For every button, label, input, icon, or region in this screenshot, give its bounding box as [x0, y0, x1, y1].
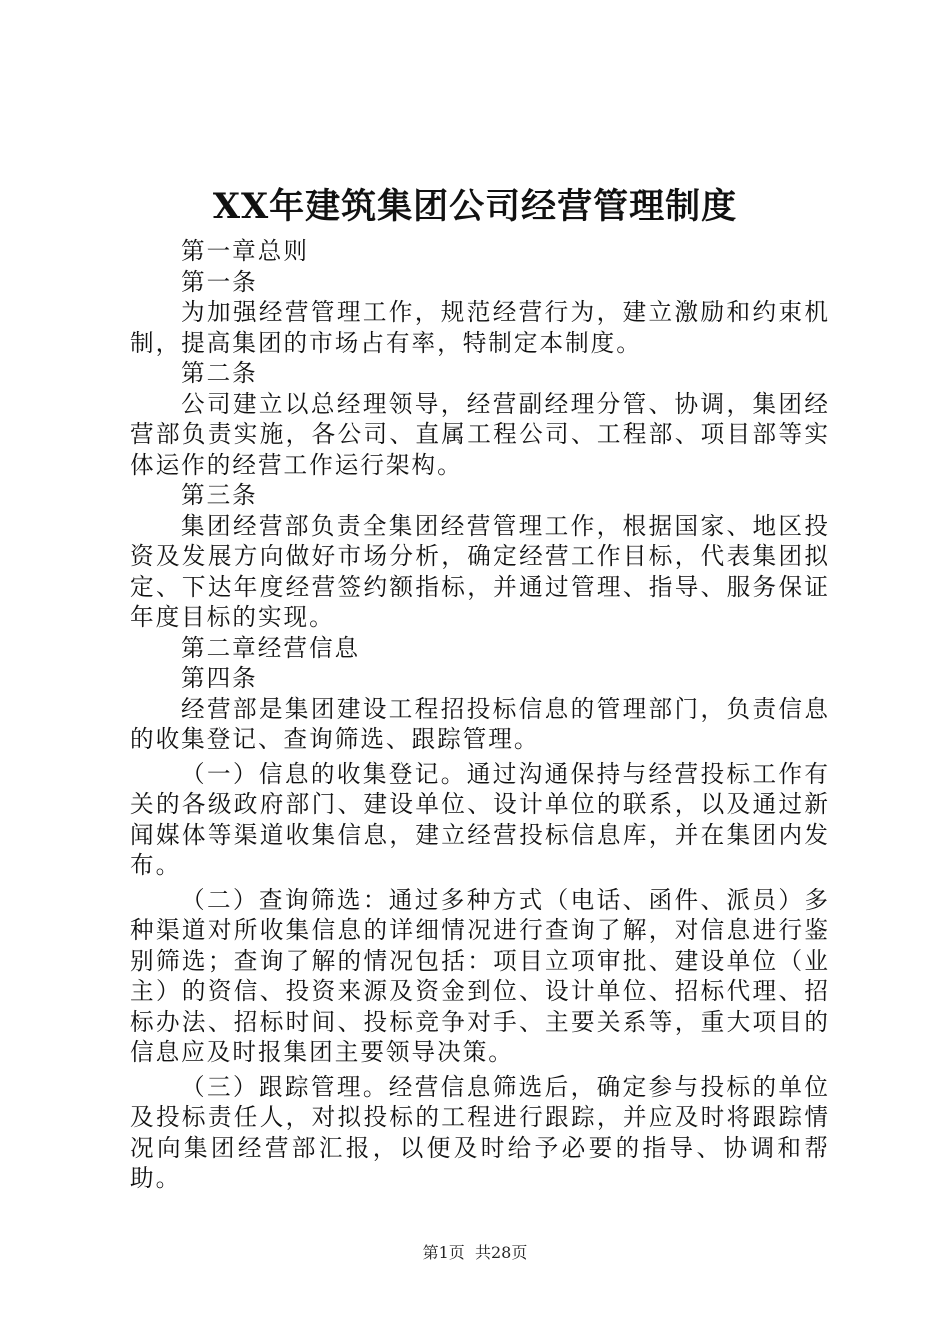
sub-paragraph: （一）信息的收集登记。通过沟通保持与经营投标工作有关的各级政府部门、建设单位、设计单位的联系，以及通过新闻媒体等渠道收集信息，建立经营投标信息库，并在集团内发布。 — [130, 759, 830, 879]
sub-paragraph: （二）查询筛选：通过多种方式（电话、函件、派员）多种渠道对所收集信息的详细情况进行查询了解，对信息进行鉴别筛选；查询了解的情况包括：项目立项审批、建设单位（业主）的资信、投资来源及资金到位、设计单位、招标代理、招标办法、招标时间、投标竞争对手、主要关系等，重大项目的信息应及时报集团主要领导决策。 — [130, 885, 830, 1066]
page-number: 第1页 — [422, 1243, 465, 1262]
document-title: XX年建筑集团公司经营管理制度 — [212, 186, 738, 227]
chapter-heading: 第二章经营信息 — [181, 633, 361, 662]
article-heading: 第二条 — [181, 359, 258, 387]
article-heading: 第三条 — [181, 481, 258, 509]
paragraph: 经营部是集团建设工程招投标信息的管理部门，负责信息的收集登记、查询筛选、跟踪管理。 — [130, 694, 830, 753]
sub-paragraph: （三）跟踪管理。经营信息筛选后，确定参与投标的单位及投标责任人，对拟投标的工程进行跟踪，并应及时将跟踪情况向集团经营部汇报，以便及时给予必要的指导、协调和帮助。 — [130, 1072, 830, 1192]
paragraph: 集团经营部负责全集团经营管理工作，根据国家、地区投资及发展方向做好市场分析，确定经营工作目标，代表集团拟定、下达年度经营签约额指标，并通过管理、指导、服务保证年度目标的实现。 — [130, 511, 830, 631]
paragraph: 公司建立以总经理领导，经营副经理分管、协调，集团经营部负责实施，各公司、直属工程公司、工程部、项目部等实体运作的经营工作运行架构。 — [130, 389, 830, 479]
page-total: 共28页 — [474, 1243, 528, 1262]
article-heading: 第四条 — [181, 664, 258, 692]
document-body — [130, 236, 830, 1194]
paragraph: 为加强经营管理工作，规范经营行为，建立激励和约束机制，提高集团的市场占有率，特制定本制度。 — [130, 298, 830, 357]
article-heading: 第一条 — [181, 267, 258, 296]
page-footer — [0, 1242, 950, 1264]
chapter-heading: 第一章总则 — [181, 237, 309, 265]
